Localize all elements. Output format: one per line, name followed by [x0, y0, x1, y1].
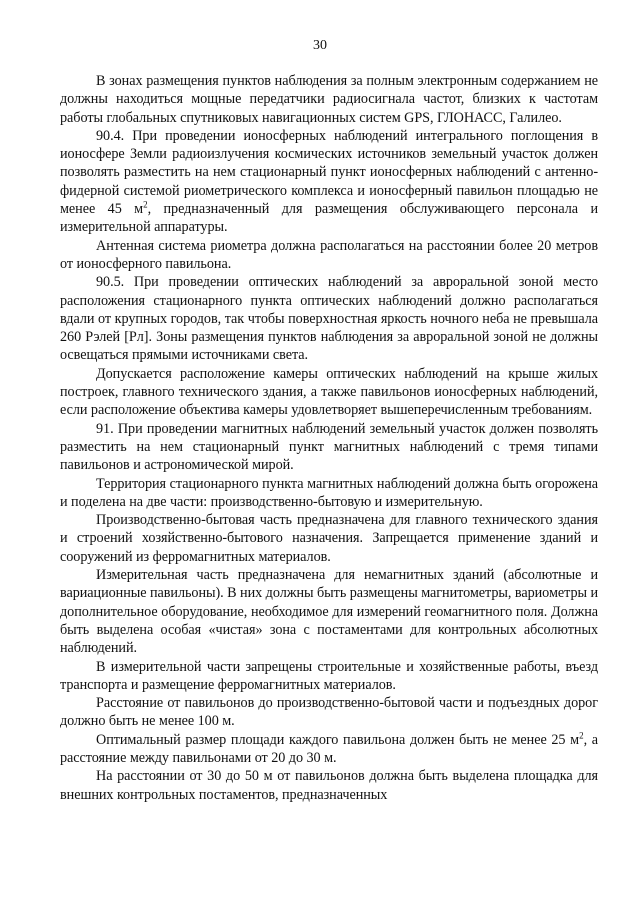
paragraph-pavilion-area: Оптимальный размер площади каждого павильона должен быть не менее 25 $м^2$, а расстояние между павильонами от 20 до 30 м. — [60, 729, 598, 766]
paragraph-distance-roads: Расстояние от павильонов до производственно-бытовой части и подъездных дорог должно быть не менее 100 м. — [60, 695, 598, 730]
paragraph-90-5-optical: 90.5. При проведении оптических наблюдений за авроральной зоной место расположения стационарного пункта оптических наблюдений должно располагаться вдали от крупных городов, так чтобы поверхностная яркость ночного неба не превышала 260 Рэлей [Рл]. Зоны размещения пунктов наблюдения за авроральной зоной не должны освещаться прямыми источниками света. — [60, 274, 598, 364]
paragraph-territory: Территория стационарного пункта магнитных наблюдений должна быть огорожена и поделена на две части: производственно-бытовую и измерительную. — [60, 475, 598, 510]
paragraph-measuring-part: Измерительная часть предназначена для немагнитных зданий (абсолютные и вариационные павильоны). В них должны быть размещены магнитометры, вариометры и дополнительное оборудование, необходимое для измерений геомагнитного поля. Должна быть выделена особая «чистая» зона с постаментами для контрольных абсолютных наблюдений. — [60, 567, 599, 657]
paragraph-riometer-antenna: Антенная система риометра должна располагаться на расстоянии более 20 метров от ионосферного павильона. — [60, 237, 598, 272]
document-body — [60, 72, 598, 804]
paragraph-gnss-interference: В зонах размещения пунктов наблюдения за полным электронным содержанием не должны находиться мощные передатчики радиосигнала частот, близких к частотам работы глобальных спутниковых навигационных систем GPS, ГЛОНАСС, Галилео. — [60, 73, 598, 126]
paragraph-prohibited-works: В измерительной части запрещены строительные и хозяйственные работы, въезд транспорта и размещение ферромагнитных материалов. — [60, 658, 598, 693]
paragraph-91-magnetic: 91. При проведении магнитных наблюдений земельный участок должен позволять разместить на нем стационарный пункт магнитных наблюдений с тремя типами павильонов и астрономической мирой. — [60, 420, 598, 474]
paragraph-90-4-ionospheric: 90.4. При проведении ионосферных наблюдений интегрального поглощения в ионосфере Земли радиоизлучения космических источников земельный участок должен позволять разместить на нем стационарный пункт ионосферных наблюдений с антенно-фидерной системой риометрического комплекса и ионосферный павильон площадью не менее 45 $м^2$, предназначенный для размещения обслуживающего персонала и измерительной аппаратуры. — [60, 127, 598, 236]
paragraph-production-part: Производственно-бытовая часть предназначена для главного технического здания и строений хозяйственно-бытового назначения. Запрещается применение зданий и сооружений из ферромагнитных материалов. — [60, 512, 598, 565]
page-number: 30 — [313, 38, 327, 53]
paragraph-camera-placement: Допускается расположение камеры оптических наблюдений на крыше жилых построек, главного технического здания, а также павильонов ионосферных наблюдений, если расположение объектива камеры удовлетворяет вышеперечисленным требованиям. — [60, 365, 598, 419]
paragraph-external-pedestals: На расстоянии от 30 до 50 м от павильонов должна быть выделена площадка для внешних контрольных постаментов, предназначенных — [60, 768, 598, 803]
